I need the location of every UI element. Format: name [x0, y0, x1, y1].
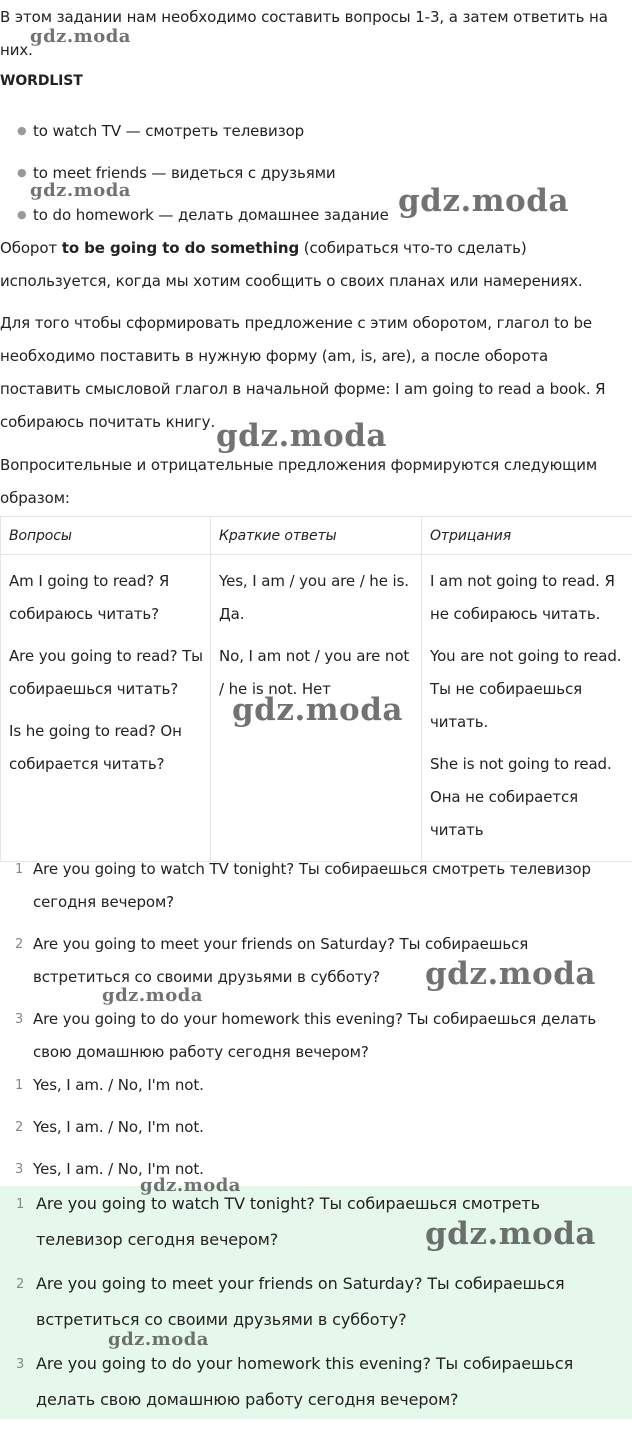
- table-cell-questions: [1, 555, 211, 862]
- list-item: Yes, I am. / No, I'm not.: [33, 1076, 204, 1094]
- answer-item: Are you going to do your homework this evening? Ты собираешься делать свою домашнюю работу сегодня вечером?: [36, 1354, 574, 1409]
- answer-item: Are you going to meet your friends on Saturday? Ты собираешься встретиться со своими друзьями в субботу?: [36, 1274, 565, 1329]
- explanation-questions: Вопросительные и отрицательные предложения формируются следующим образом:: [0, 456, 598, 507]
- watermark: gdz.moda: [30, 26, 131, 47]
- watermark: gdz.moda: [102, 985, 203, 1006]
- list-item: Yes, I am. / No, I'm not.: [33, 1118, 204, 1136]
- list-number: 2: [15, 937, 24, 952]
- negative-example: She is not going to read. Она не собирается читать: [430, 755, 612, 839]
- list-number: 2: [16, 1277, 25, 1292]
- list-number: 3: [15, 1012, 24, 1027]
- short-answer-example: No, I am not / you are not / he is not. Нет: [219, 647, 410, 698]
- wordlist-item: to meet friends — видеться с друзьями: [33, 164, 336, 182]
- list-number: 1: [16, 1197, 25, 1212]
- watermark: gdz.moda: [398, 183, 569, 219]
- watermark: gdz.moda: [108, 1329, 209, 1350]
- list-item: Yes, I am. / No, I'm not.: [33, 1160, 204, 1178]
- negative-example: You are not going to read. Ты не собираешься читать.: [430, 647, 622, 731]
- watermark: gdz.moda: [425, 956, 596, 992]
- negative-example: I am not going to read. Я не собираюсь читать.: [430, 572, 615, 623]
- watermark: gdz.moda: [216, 418, 387, 454]
- list-item: Are you going to watch TV tonight? Ты собираешься смотреть телевизор сегодня вечером?: [33, 860, 591, 911]
- list-item: Are you going to meet your friends on Saturday? Ты собираешься встретиться со своими друзьями в субботу?: [33, 935, 529, 986]
- question-example: Are you going to read? Ты собираешься читать?: [9, 647, 203, 698]
- wordlist-item: to do homework — делать домашнее задание: [33, 206, 389, 224]
- explanation-usage: [0, 232, 630, 298]
- explanation-suffix: (собираться что-то сделать) используется, когда мы хотим сообщить о своих планах или намерениях.: [0, 239, 583, 290]
- watermark: gdz.moda: [425, 1216, 596, 1252]
- watermark: gdz.moda: [30, 180, 131, 201]
- list-number: 3: [15, 1162, 24, 1177]
- wordlist-item: to watch TV — смотреть телевизор: [33, 122, 305, 140]
- question-example: Am I going to read? Я собираюсь читать?: [9, 572, 170, 623]
- table-header: Отрицания: [422, 517, 632, 555]
- explanation-prefix: Оборот: [0, 239, 62, 257]
- list-item: Are you going to do your homework this evening? Ты собираешься делать свою домашнюю работу сегодня вечером?: [33, 1010, 597, 1061]
- table-header: Краткие ответы: [211, 517, 422, 555]
- table-header-row: [1, 517, 632, 555]
- explanation-phrase: to be going to do something: [61, 239, 300, 257]
- bullet-icon: ●: [17, 208, 27, 221]
- short-answer-example: Yes, I am / you are / he is. Да.: [219, 572, 409, 623]
- question-example: Is he going to read? Он собирается читать?: [9, 722, 182, 773]
- table-header: Вопросы: [1, 517, 211, 555]
- list-number: 3: [16, 1357, 25, 1372]
- bullet-icon: ●: [17, 124, 27, 137]
- bullet-icon: ●: [17, 166, 27, 179]
- list-number: 2: [15, 1120, 24, 1135]
- list-number: 1: [15, 862, 24, 877]
- watermark: gdz.moda: [140, 1175, 241, 1196]
- grammar-table: [0, 516, 632, 862]
- table-cell-negatives: [422, 555, 632, 862]
- intro-text: В этом задании нам необходимо составить вопросы 1-3, а затем ответить на них.: [0, 8, 608, 59]
- answer-item: Are you going to watch TV tonight? Ты собираешься смотреть телевизор сегодня вечером?: [36, 1194, 540, 1249]
- explanation-form: Для того чтобы сформировать предложение с этим оборотом, глагол to be необходимо поставить в нужную форму (am, is, are), а после оборота поставить смысловой глагол в начальной форме: I am going to read a book. Я собираюсь почитать книгу.: [0, 314, 606, 431]
- wordlist-title: WORDLIST: [0, 73, 83, 89]
- watermark: gdz.moda: [232, 692, 403, 728]
- list-number: 1: [15, 1078, 24, 1093]
